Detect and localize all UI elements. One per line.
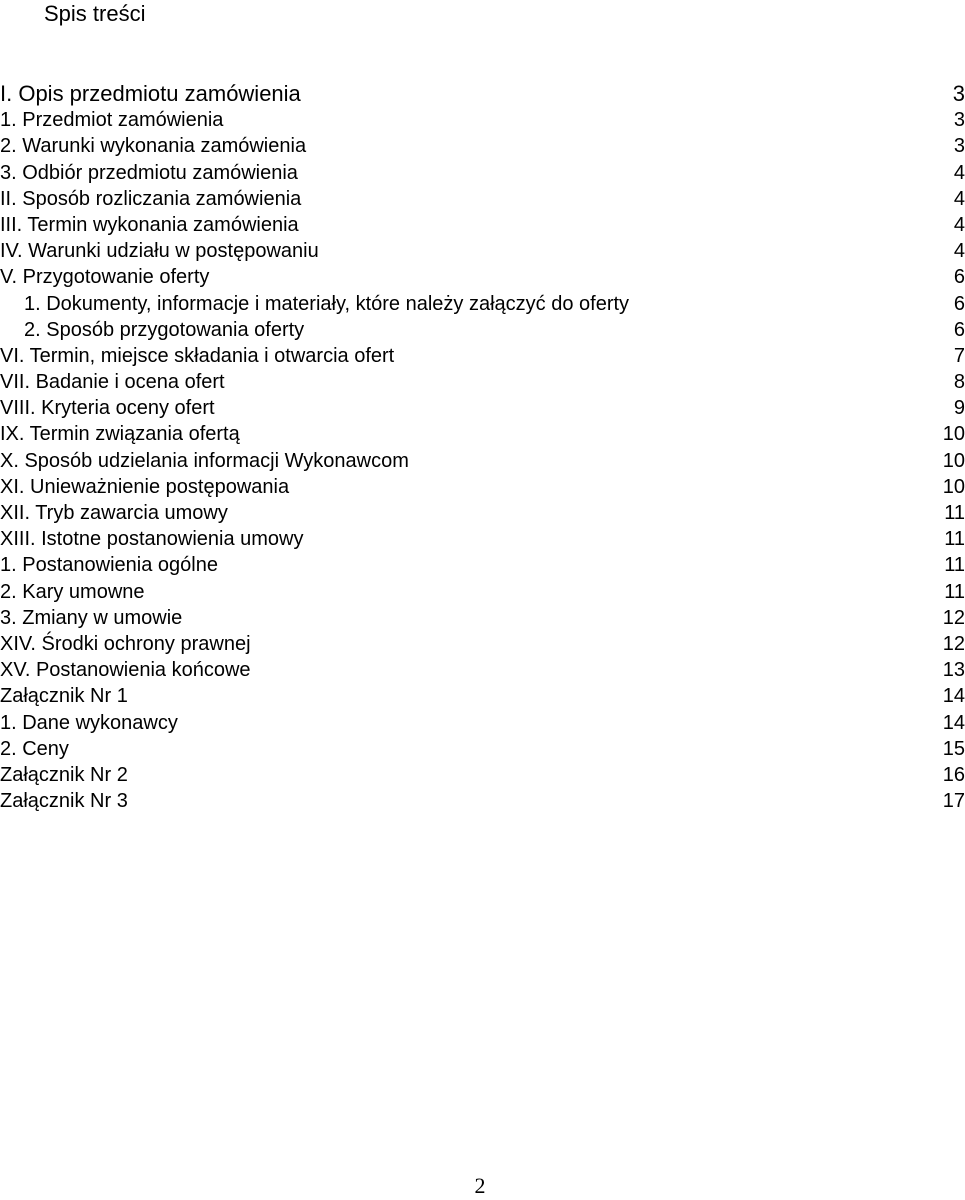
toc-entry-page: 14 [942, 711, 965, 734]
toc-entry-page: 6 [953, 318, 965, 341]
toc-entry[interactable] [0, 343, 965, 369]
toc-entry[interactable] [0, 605, 965, 631]
toc-entry-label: II. Sposób rozliczania zamówienia [0, 187, 302, 210]
toc-entry-label: 2. Ceny [0, 737, 69, 760]
toc-entry[interactable] [0, 579, 965, 605]
toc-entry-page: 10 [942, 423, 965, 446]
toc-entry[interactable] [0, 683, 965, 709]
toc-entry[interactable] [0, 317, 965, 343]
toc-entry[interactable] [0, 788, 965, 814]
toc-entry-label: XV. Postanowienia końcowe [0, 659, 251, 682]
toc-entry[interactable] [0, 395, 965, 421]
toc-entry[interactable] [0, 238, 965, 264]
toc-entry[interactable] [0, 526, 965, 552]
toc-entry-label: 2. Sposób przygotowania oferty [24, 318, 305, 341]
footer-page-number: 2 [474, 1173, 486, 1198]
toc-entry[interactable] [0, 474, 965, 500]
toc-entry[interactable] [0, 369, 965, 395]
toc-entry[interactable] [0, 160, 965, 186]
toc-entry-page: 3 [953, 109, 965, 132]
toc-entry-page: 4 [953, 187, 965, 210]
toc-entry[interactable] [0, 500, 965, 526]
toc-entry-label: 2. Warunki wykonania zamówienia [0, 135, 307, 158]
toc-entry-page: 10 [942, 449, 965, 472]
toc-entry-label: Załącznik Nr 2 [0, 763, 128, 786]
toc-entry-label: VIII. Kryteria oceny ofert [0, 397, 215, 420]
toc-entry-page: 16 [942, 763, 965, 786]
toc-entry-label: X. Sposób udzielania informacji Wykonawcom [0, 449, 409, 472]
toc-entry-page: 11 [944, 502, 965, 524]
toc-entry[interactable] [0, 186, 965, 212]
toc-entry[interactable] [0, 421, 965, 447]
toc-entry-label: XIII. Istotne postanowienia umowy [0, 528, 304, 551]
toc-entry-page: 15 [942, 737, 965, 760]
toc-entry-page: 13 [942, 659, 965, 682]
toc-entry-page: 11 [944, 554, 965, 577]
toc-entry-label: VII. Badanie i ocena ofert [0, 371, 225, 394]
toc-entry-page: 11 [944, 580, 965, 603]
toc-entry-label: V. Przygotowanie oferty [0, 266, 210, 289]
toc-entry-label: III. Termin wykonania zamówienia [0, 213, 299, 236]
toc-entry-label: 1. Dokumenty, informacje i materiały, które należy załączyć do oferty [24, 292, 630, 315]
toc-entry-label: VI. Termin, miejsce składania i otwarcia ofert [0, 344, 395, 367]
toc-entry-page: 3 [953, 135, 965, 158]
toc-entry-label: IX. Termin związania ofertą [0, 423, 240, 446]
toc-entry[interactable] [0, 212, 965, 238]
toc-entry-label: XII. Tryb zawarcia umowy [0, 502, 228, 524]
toc-entry-page: 14 [942, 685, 965, 708]
toc-entry-page: 4 [953, 213, 965, 236]
toc-entry[interactable] [0, 264, 965, 290]
toc-entry[interactable] [0, 107, 965, 133]
toc-entry-page: 4 [953, 240, 965, 263]
toc-entry-label: 1. Postanowienia ogólne [0, 554, 218, 577]
toc-entry-page: 9 [953, 397, 965, 420]
toc-entry-page: 11 [944, 528, 965, 551]
toc-entry[interactable] [0, 657, 965, 683]
toc-entry[interactable] [0, 710, 965, 736]
toc-entry-label: 3. Odbiór przedmiotu zamówienia [0, 161, 298, 184]
toc-entry-page: 12 [942, 632, 965, 655]
toc-entry-label: 1. Przedmiot zamówienia [0, 109, 224, 132]
toc-entry[interactable] [0, 291, 965, 317]
toc-entry-label: XI. Unieważnienie postępowania [0, 475, 290, 498]
toc-entry-page: 10 [942, 475, 965, 498]
toc-entry-label: 3. Zmiany w umowie [0, 606, 183, 629]
toc-entry[interactable] [0, 552, 965, 578]
toc-title: Spis treści [44, 1, 146, 26]
toc-entry[interactable] [0, 762, 965, 788]
toc-entry[interactable] [0, 448, 965, 474]
toc-entry-page: 17 [942, 790, 965, 813]
toc-entry-label: 2. Kary umowne [0, 580, 145, 603]
toc-entry-page: 7 [953, 344, 965, 367]
toc-entry-label: Załącznik Nr 1 [0, 685, 128, 708]
toc-entry-page: 6 [953, 266, 965, 289]
toc-entry-page: 6 [953, 292, 965, 315]
toc-entry-label: XIV. Środki ochrony prawnej [0, 632, 251, 655]
toc-entry[interactable] [0, 736, 965, 762]
toc-entry[interactable] [0, 631, 965, 657]
toc-entry-label: 1. Dane wykonawcy [0, 711, 178, 734]
toc-entry-label: IV. Warunki udziału w postępowaniu [0, 240, 319, 263]
toc-entry-label: I. Opis przedmiotu zamówienia [0, 81, 301, 106]
toc-entry-label: Załącznik Nr 3 [0, 790, 128, 813]
toc-entry[interactable] [0, 133, 965, 159]
toc-entry-page: 8 [953, 371, 965, 394]
toc-entry-page: 4 [953, 161, 965, 184]
toc-list [0, 81, 965, 814]
toc-entry-page: 12 [942, 606, 965, 629]
toc-entry[interactable] [0, 81, 965, 107]
toc-entry-page: 3 [952, 81, 965, 106]
